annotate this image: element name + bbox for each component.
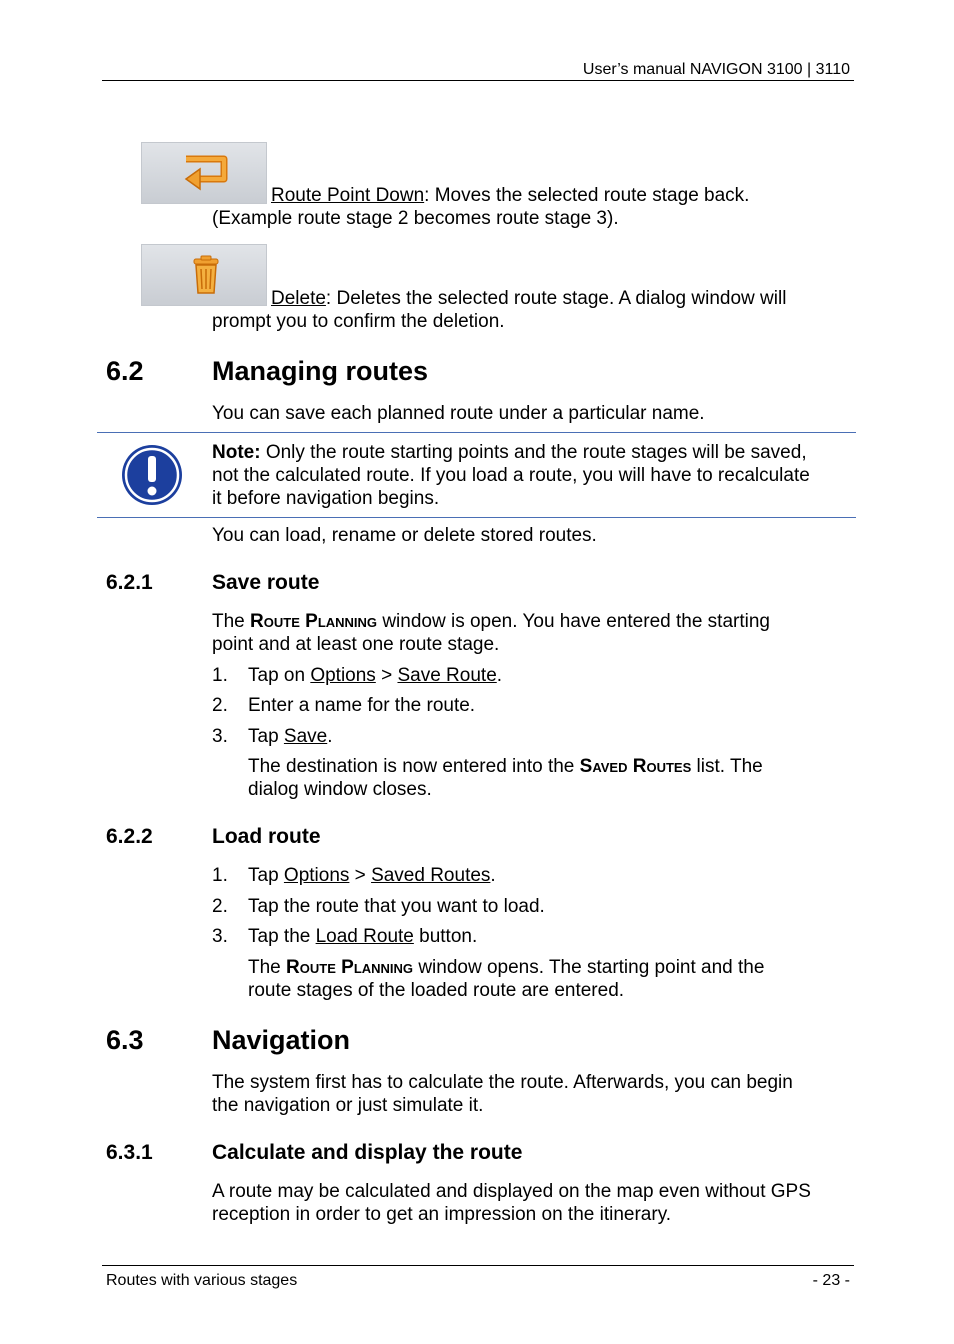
section-6-3-1-line1: A route may be calculated and displayed on the map even without GPS [212,1181,811,1202]
section-6-3-line2: the navigation or just simulate it. [212,1095,484,1116]
note-top-rule [97,432,856,433]
note-text-line3: it before navigation begins. [212,488,440,509]
save-route-link[interactable]: Save Route [397,665,497,686]
save-result-line2: dialog window closes. [248,779,432,800]
section-6-3-number: 6.3 [106,1025,144,1055]
section-6-2-number: 6.2 [106,356,144,386]
note-bottom-rule [97,517,856,518]
options-link[interactable]: Options [310,665,376,686]
delete-label: Delete [271,288,326,309]
load-step-2-number: 2. [212,896,228,917]
section-6-3-1-number: 6.3.1 [106,1141,153,1164]
section-6-2-2-title: Load route [212,825,321,848]
save-step-3-number: 3. [212,726,228,747]
footer-section-name: Routes with various stages [106,1272,298,1289]
load-step-1-number: 1. [212,865,228,886]
save-link[interactable]: Save [283,726,328,747]
save-step-1-number: 1. [212,665,228,686]
footer-page-number: - 23 - [812,1272,850,1289]
load-result-line1: The Route Planning window opens. The starting point and the [248,957,765,978]
note-text-line1: Note: Only the route starting points and the route stages will be saved, [212,442,807,463]
route-point-down-label: Route Point Down [271,185,425,206]
header-rule [102,80,854,81]
section-6-2-1-number: 6.2.1 [106,571,153,594]
route-planning-window-name: Route Planning [250,611,378,632]
saved-routes-link[interactable]: Saved Routes [371,865,491,886]
route-point-down-icon [142,143,268,205]
save-result-line1: The destination is now entered into the Saved Routes list. The [248,756,763,777]
delete-text: Delete: Deletes the selected route stage. A dialog window will [271,288,787,309]
save-step-3: Tap Save. [248,726,333,747]
load-step-3-number: 3. [212,926,228,947]
route-point-down-button[interactable] [141,142,267,204]
save-step-2-number: 2. [212,695,228,716]
section-6-2-2-number: 6.2.2 [106,825,153,848]
section-6-3-1-line2: reception in order to get an impression on the itinerary. [212,1204,672,1225]
save-step-2: Enter a name for the route. [248,695,476,716]
note-label: Note: [212,442,261,463]
note-text-line2: not the calculated route. If you load a route, you will have to recalculate [212,465,810,486]
delete-button[interactable] [141,244,267,306]
section-6-3-line1: The system first has to calculate the route. Afterwards, you can begin [212,1072,793,1093]
saved-routes-list-name: Saved Routes [579,756,692,777]
footer-rule [102,1265,854,1266]
route-planning-window-name-2: Route Planning [286,957,414,978]
save-step-1: Tap on Options > Save Route. [248,665,503,686]
load-step-3: Tap the Load Route button. [248,926,478,947]
header-title: User’s manual NAVIGON 3100 | 3110 [582,61,850,78]
options-link-2[interactable]: Options [283,865,350,886]
delete-trash-icon [142,245,268,307]
route-point-down-desc-line2: (Example route stage 2 becomes route stage 3). [212,208,619,229]
save-route-intro-line2: point and at least one route stage. [212,634,500,655]
section-6-2-1-title: Save route [212,571,320,594]
load-route-link[interactable]: Load Route [315,926,414,947]
section-6-3-1-title: Calculate and display the route [212,1141,523,1164]
delete-desc-line2: prompt you to confirm the deletion. [212,311,505,332]
load-result-line2: route stages of the loaded route are entered. [248,980,625,1001]
load-step-1: Tap Options > Saved Routes. [248,865,496,886]
route-point-down-text: Route Point Down: Moves the selected route stage back. [271,185,750,206]
exclamation-icon [120,443,184,507]
save-route-intro-line1: The Route Planning window is open. You have entered the starting [212,611,770,632]
load-step-2: Tap the route that you want to load. [248,896,545,917]
section-6-2-after-note: You can load, rename or delete stored routes. [212,525,597,546]
section-6-3-title: Navigation [212,1025,351,1055]
section-6-2-title: Managing routes [212,356,429,386]
section-6-2-intro: You can save each planned route under a particular name. [212,403,705,424]
